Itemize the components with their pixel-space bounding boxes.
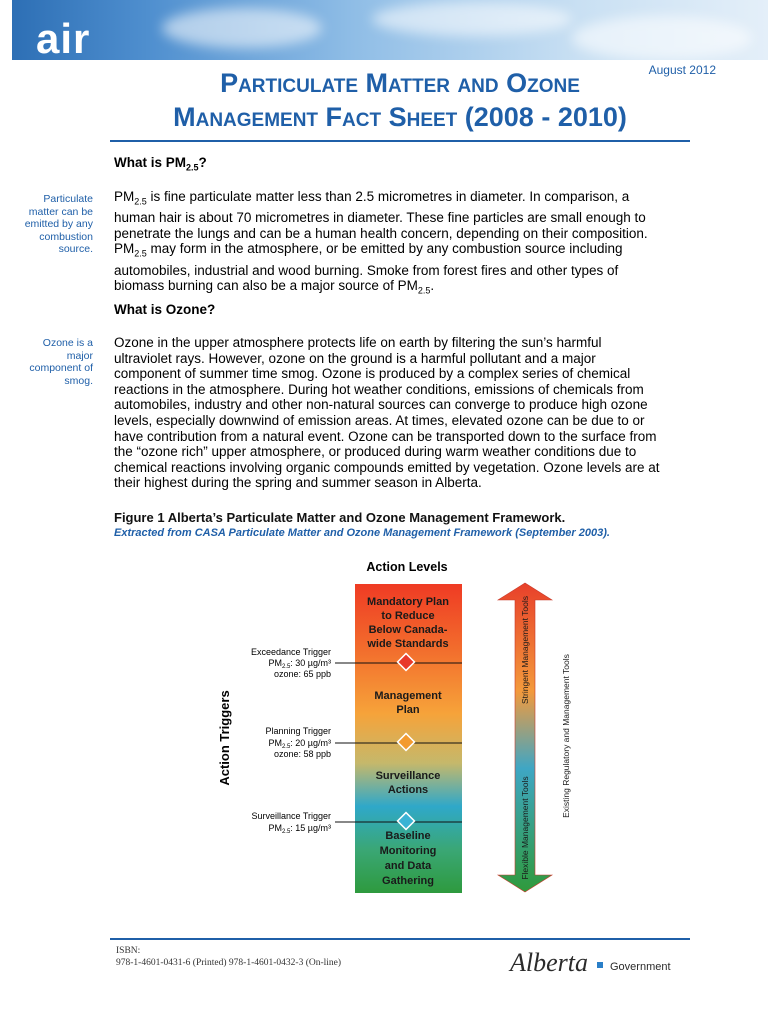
cloud-decoration — [162, 8, 322, 48]
action-triggers-label: Action Triggers — [217, 690, 232, 786]
level-baseline-line1: Baseline — [385, 830, 431, 842]
planning-trigger-label: Planning Trigger — [265, 726, 331, 736]
planning-trigger-pm: $PM_{2.5}$: 20 µg/m³ — [268, 738, 331, 750]
surveillance-trigger-label: Surveillance Trigger — [251, 811, 331, 821]
isbn-label: ISBN: — [116, 946, 141, 956]
surveillance-trigger-pm: $PM_{2.5}$: 15 µg/m³ — [268, 823, 331, 835]
flexible-tools-label: Flexible Management Tools — [520, 776, 530, 880]
level-management-line1: Management — [374, 690, 442, 702]
figure-subtitle: Extracted from CASA Particulate Matter and Ozone Management Framework (September 2003). — [114, 527, 610, 539]
stringent-tools-label: Stringent Management Tools — [520, 595, 530, 705]
framework-diagram — [200, 550, 600, 900]
isbn-values: 978-1-4601-0431-6 (Printed) 978-1-4601-0432-3 (On-line) — [116, 958, 342, 968]
page-title-line2: Management Fact Sheet (2008 - 2010) — [173, 102, 627, 132]
logo-wordmark: Alberta — [510, 948, 588, 977]
level-mandatory-line1: Mandatory Plan — [367, 596, 449, 608]
level-surveillance-line1: Surveillance — [375, 770, 441, 782]
level-baseline-line3: and Data — [384, 860, 432, 872]
level-baseline-line2: Monitoring — [379, 845, 437, 857]
publication-date: August 2012 — [648, 63, 716, 77]
exceedance-trigger-label: Exceedance Trigger — [250, 647, 331, 657]
ozone-paragraph: Ozone in the upper atmosphere protects life on earth by filtering the sun’s harmful ultraviolet rays. However, ozone on the ground is a harmful pollutant and a major component of summer time smog. Ozone is produced by a complex series of chemical reactions in the atmosphere. During hot weather conditions, emissions of chemicals from automobiles, industry and other non-natural sources can converge to produce high ozone levels, especially downwind of emission areas. At times, elevated ozone can be due to or have contribution from a natural event. Ozone can be transported down to the surface from the “ozone rich” upper atmosphere, or produced during warm weather conditions due to chemical reactions involving organic compounds emitted by vegetation. Ozone levels are at their highest during the spring and summer season in Alberta. — [114, 335, 660, 491]
level-surveillance-line2: Actions — [387, 784, 429, 796]
planning-trigger-ozone: ozone: 58 ppb — [273, 749, 331, 759]
exceedance-trigger-pm: $PM_{2.5}$: 30 µg/m³ — [268, 658, 331, 670]
title-divider — [110, 140, 690, 142]
pm-sidebar-note: Particulate matter can be emitted by any combustion source. — [24, 193, 93, 256]
logo-square-icon — [597, 962, 603, 968]
cloud-decoration — [372, 2, 572, 36]
pm-heading: What is $PM_{2.5}$? — [114, 155, 207, 173]
exceedance-trigger-ozone: ozone: 65 ppb — [273, 669, 331, 679]
level-baseline-line4: Gathering — [382, 875, 434, 887]
ozone-sidebar-note: Ozone is a major component of smog. — [29, 337, 93, 387]
page-title-line1: Particulate Matter and Ozone — [220, 68, 580, 98]
existing-tools-label: Existing Regulatory and Management Tools — [561, 654, 571, 818]
header-banner — [12, 0, 768, 60]
banner-word: air — [36, 15, 91, 60]
pm-paragraph: $PM_{2.5}$ is fine particulate matter less than 2.5 micrometres in diameter. In comparison, a human hair is about 70 micrometres in diameter. These fine particles are small enough to penetrate the lungs and can be a human health concern, depending on their composition. $PM_{2.5}$ may form in the atmosphere, or be emitted by any combustion source including automobiles, industrial and wood burning. Smoke from forest fires and other types of biomass burning can also be a major source of $PM_{2.5}$. — [114, 189, 648, 297]
level-management-line2: Plan — [396, 704, 420, 716]
logo-government-text: Government — [610, 961, 671, 973]
action-levels-label: Action Levels — [366, 560, 448, 574]
level-mandatory-line3: Below Canada- — [368, 624, 448, 636]
level-mandatory-line4: wide Standards — [367, 638, 449, 650]
cloud-decoration — [572, 16, 752, 60]
footer-divider — [110, 938, 690, 940]
ozone-heading: What is Ozone? — [114, 302, 216, 317]
level-mandatory-line2: to Reduce — [381, 610, 435, 622]
alberta-government-logo — [508, 946, 688, 980]
figure-title: Figure 1 Alberta’s Particulate Matter and Ozone Management Framework. — [114, 510, 566, 525]
